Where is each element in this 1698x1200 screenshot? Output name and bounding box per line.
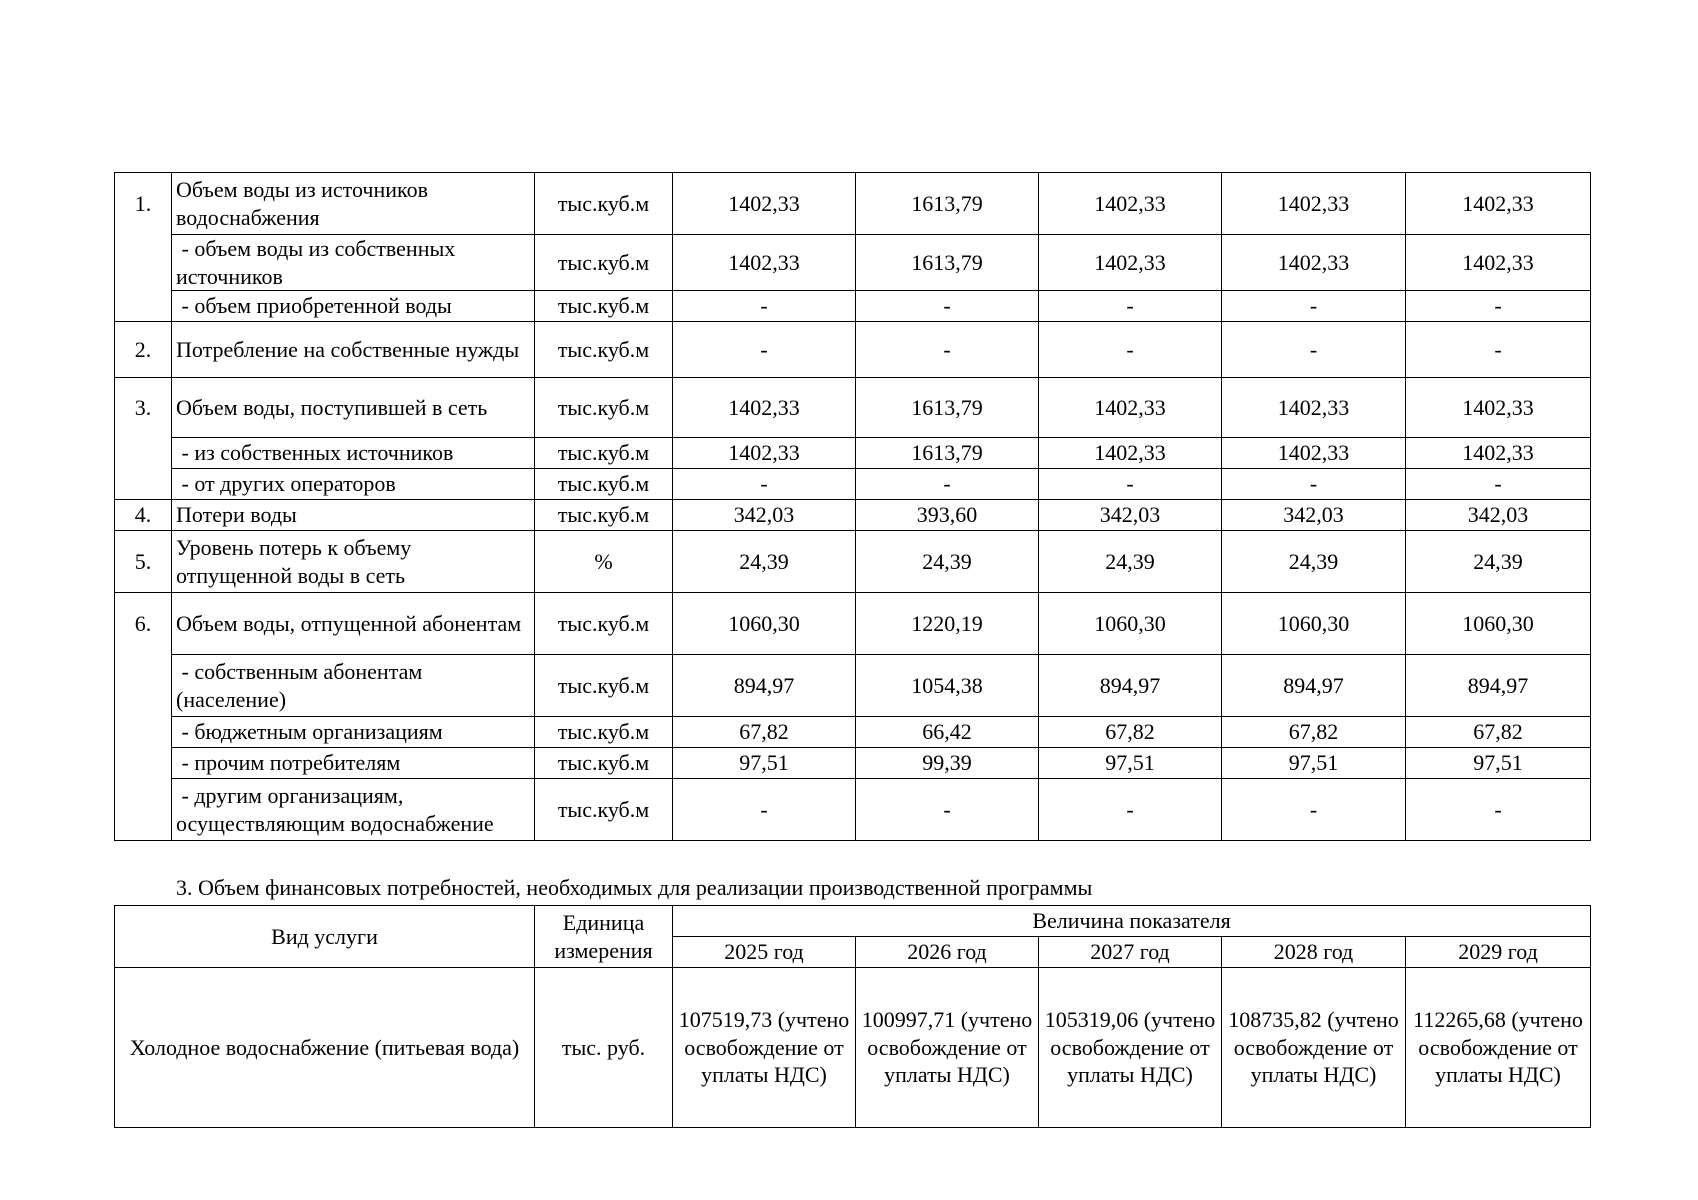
indicator-name: Потери воды [172,500,535,531]
indicator-value: 1402,33 [1406,235,1591,291]
indicator-row [115,500,1591,531]
indicator-value: - [673,469,856,500]
indicator-value: 1402,33 [673,438,856,469]
indicator-unit: тыс.куб.м [535,500,673,531]
indicator-unit: % [535,531,673,593]
indicator-value: 1402,33 [1222,173,1406,235]
indicator-value: 894,97 [1222,655,1406,717]
indicator-name: - бюджетным организациям [172,717,535,748]
indicator-value: - [1039,291,1222,322]
indicator-value: 67,82 [673,717,856,748]
finance-value: 100997,71 (учтено освобождение от уплаты НДС) [856,968,1039,1128]
indicator-unit: тыс.куб.м [535,173,673,235]
indicator-value: 24,39 [1406,531,1591,593]
indicator-name: Уровень потерь к объему отпущенной воды в сеть [172,531,535,593]
indicator-value: 894,97 [1406,655,1591,717]
indicator-value: - [1406,779,1591,841]
indicator-value: 1054,38 [856,655,1039,717]
indicators-table [114,172,1591,841]
row-number: 6. [115,593,172,655]
row-number: 5. [115,531,172,593]
indicator-value: 1402,33 [1222,378,1406,438]
indicator-value: 67,82 [1406,717,1591,748]
indicator-value: - [673,779,856,841]
indicator-value: 1402,33 [1222,235,1406,291]
indicator-value: 1402,33 [1406,438,1591,469]
indicator-row [115,469,1591,500]
indicator-value: 342,03 [1039,500,1222,531]
indicator-value: - [1406,291,1591,322]
indicator-value: 97,51 [1222,748,1406,779]
indicator-value: 1402,33 [1406,378,1591,438]
indicator-value: 24,39 [1039,531,1222,593]
indicator-value: - [1039,469,1222,500]
finance-data-row [115,968,1591,1128]
indicator-unit: тыс.куб.м [535,779,673,841]
indicator-value: 1402,33 [1039,235,1222,291]
indicator-value: 1402,33 [673,235,856,291]
indicator-value: - [1406,322,1591,378]
indicator-name: - объем воды из собственных источников [172,235,535,291]
indicator-value: - [856,322,1039,378]
indicator-name: - другим организациям, осуществляющим водоснабжение [172,779,535,841]
indicator-row [115,438,1591,469]
indicator-value: - [673,291,856,322]
indicator-value: 1220,19 [856,593,1039,655]
indicator-value: 894,97 [1039,655,1222,717]
row-number: 2. [115,322,172,378]
header-year: 2027 год [1039,937,1222,968]
indicator-name: - прочим потребителям [172,748,535,779]
indicator-value: - [1222,779,1406,841]
indicator-value: 97,51 [1039,748,1222,779]
row-number: 4. [115,500,172,531]
indicator-row [115,235,1591,291]
row-number: 1. [115,173,172,235]
header-indicator-value: Величина показателя [673,906,1591,937]
service-name: Холодное водоснабжение (питьевая вода) [115,968,535,1128]
indicator-row [115,378,1591,438]
indicator-unit: тыс.куб.м [535,469,673,500]
service-unit: тыс. руб. [535,968,673,1128]
indicator-row [115,655,1591,717]
indicator-name: Объем воды, отпущенной абонентам [172,593,535,655]
row-number [115,779,172,841]
indicator-value: - [1222,469,1406,500]
indicator-value: 66,42 [856,717,1039,748]
row-number [115,291,172,322]
finance-table [114,905,1591,1128]
row-number [115,235,172,291]
indicator-name: Объем воды из источников водоснабжения [172,173,535,235]
row-number [115,469,172,500]
indicator-row [115,322,1591,378]
indicator-value: 342,03 [673,500,856,531]
indicator-value: 1060,30 [1039,593,1222,655]
indicator-value: 1402,33 [1039,378,1222,438]
indicator-value: 99,39 [856,748,1039,779]
indicator-unit: тыс.куб.м [535,717,673,748]
indicator-row [115,531,1591,593]
indicator-name: - собственным абонентам (население) [172,655,535,717]
indicator-value: 1402,33 [1222,438,1406,469]
indicator-value: 67,82 [1039,717,1222,748]
finance-value: 105319,06 (учтено освобождение от уплаты НДС) [1039,968,1222,1128]
indicator-unit: тыс.куб.м [535,322,673,378]
indicator-value: - [856,469,1039,500]
indicator-name: - из собственных источников [172,438,535,469]
row-number [115,748,172,779]
finance-header-row [115,906,1591,937]
header-unit: Единица измерения [535,906,673,968]
indicator-value: 1613,79 [856,173,1039,235]
indicator-name: Объем воды, поступившей в сеть [172,378,535,438]
row-number [115,655,172,717]
indicator-value: - [856,291,1039,322]
indicator-value: 1402,33 [1039,438,1222,469]
indicator-row [115,173,1591,235]
indicator-value: 97,51 [673,748,856,779]
header-year: 2028 год [1222,937,1406,968]
row-number [115,438,172,469]
finance-value: 112265,68 (учтено освобождение от уплаты НДС) [1406,968,1591,1128]
indicator-unit: тыс.куб.м [535,655,673,717]
indicator-value: - [673,322,856,378]
indicator-value: - [1222,291,1406,322]
indicator-value: 1060,30 [1406,593,1591,655]
row-number [115,717,172,748]
indicator-value: 1060,30 [1222,593,1406,655]
indicator-row [115,717,1591,748]
indicator-unit: тыс.куб.м [535,748,673,779]
indicator-unit: тыс.куб.м [535,235,673,291]
indicator-unit: тыс.куб.м [535,438,673,469]
header-service-type: Вид услуги [115,906,535,968]
indicator-value: 67,82 [1222,717,1406,748]
row-number: 3. [115,378,172,438]
indicators-table-body [115,173,1591,841]
indicator-name: Потребление на собственные нужды [172,322,535,378]
indicator-value: - [1039,779,1222,841]
section-title: 3. Объем финансовых потребностей, необходимых для реализации производственной программы [176,875,1093,900]
indicator-value: 393,60 [856,500,1039,531]
indicator-row [115,291,1591,322]
indicator-value: 894,97 [673,655,856,717]
header-year: 2026 год [856,937,1039,968]
indicator-value: 342,03 [1406,500,1591,531]
indicator-unit: тыс.куб.м [535,378,673,438]
indicator-row [115,748,1591,779]
indicator-name: - объем приобретенной воды [172,291,535,322]
indicator-value: 1402,33 [1406,173,1591,235]
indicator-unit: тыс.куб.м [535,291,673,322]
finance-value: 108735,82 (учтено освобождение от уплаты НДС) [1222,968,1406,1128]
indicator-value: 342,03 [1222,500,1406,531]
indicator-row [115,593,1591,655]
header-year: 2025 год [673,937,856,968]
indicator-value: 24,39 [1222,531,1406,593]
indicator-value: 1613,79 [856,438,1039,469]
indicator-row [115,779,1591,841]
indicator-value: 1402,33 [673,378,856,438]
indicator-value: 1402,33 [1039,173,1222,235]
indicator-value: 24,39 [673,531,856,593]
indicator-value: 1060,30 [673,593,856,655]
indicator-value: - [1222,322,1406,378]
indicator-value: 1402,33 [673,173,856,235]
indicator-unit: тыс.куб.м [535,593,673,655]
indicator-name: - от других операторов [172,469,535,500]
indicator-value: 24,39 [856,531,1039,593]
indicator-value: - [1406,469,1591,500]
header-year: 2029 год [1406,937,1591,968]
indicator-value: 1613,79 [856,235,1039,291]
indicator-value: - [856,779,1039,841]
indicator-value: - [1039,322,1222,378]
indicator-value: 97,51 [1406,748,1591,779]
indicator-value: 1613,79 [856,378,1039,438]
finance-value: 107519,73 (учтено освобождение от уплаты НДС) [673,968,856,1128]
